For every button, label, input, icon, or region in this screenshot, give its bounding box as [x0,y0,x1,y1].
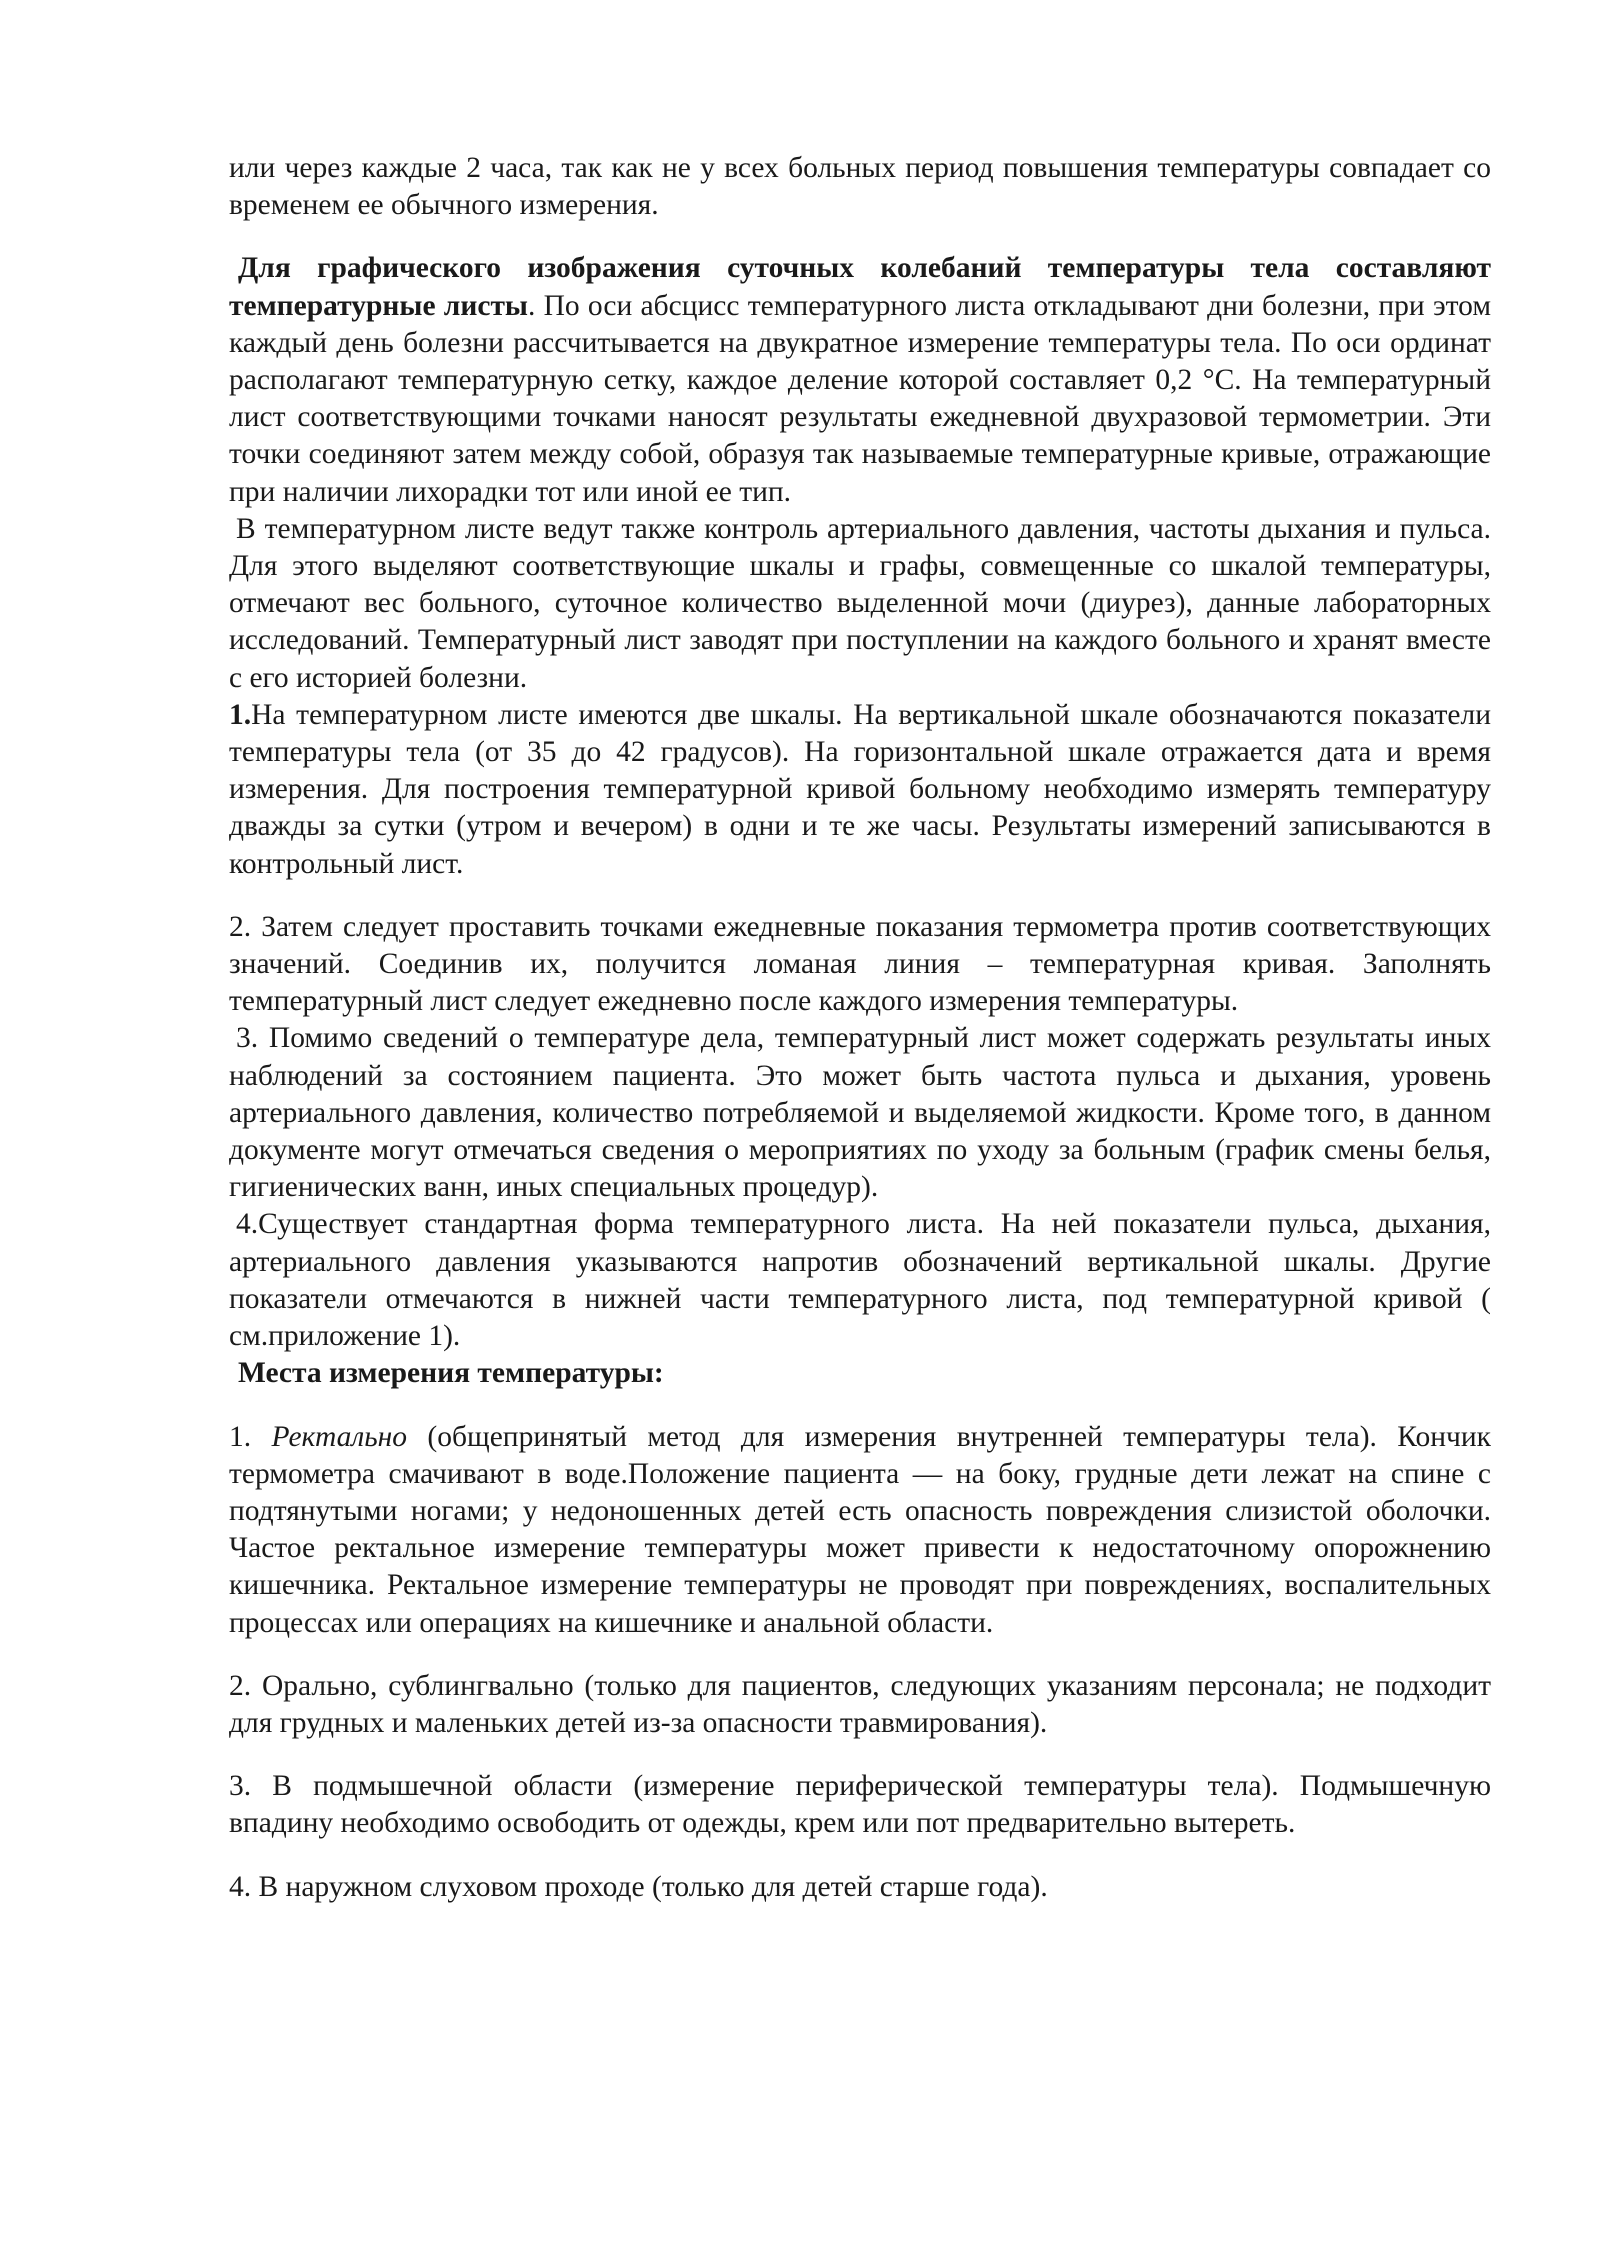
paragraph-item-4: 4.Существует стандартная форма температурного листа. На ней показатели пульса, дыхания, артериального давления указываются напротив обозначений вертикальной шкалы. Другие показатели отмечаются в нижней части температурного листа, под температурной кривой ( см.приложение 1). [229,1208,1491,1353]
list-item-rectal-text: (общепринятый метод для измерения внутренней температуры тела). Кончик термометра смачивают в воде.Положение пациента — на боку, грудные дети лежат на спине с подтянутыми ногами; у недоношенных детей есть опасность повреждения слизистой оболочки. Частое ректальное измерение температуры может привести к недостаточному опорожнению кишечника. Ректальное измерение температуры не проводят при повреждениях, воспалительных процессах или операциях на кишечнике и анальной области. [229,1420,1492,1639]
item-number-1: 1. [229,698,252,731]
list-item-axillary: 3. В подмышечной области (измерение периферической температуры тела). Подмышечную впадину необходимо освободить от одежды, крем или пот предварительно вытереть. [229,1770,1491,1840]
list-item-ear: 4. В наружном слуховом проходе (только для детей старше года). [229,1870,1048,1903]
paragraph-temperature-sheets-text: . По оси абсцисс температурного листа откладывают дни болезни, при этом каждый день болезни рассчитывается на двукратное измерение температуры тела. По оси ординат располагают температурную сетку, каждое деление которой составляет 0,2 °С. На температурный лист соответствующими точками наносят результаты ежедневной двухразовой термометрии. Эти точки соединяют затем между собой, образуя так называемые температурные кривые, отражающие при наличии лихорадки тот или иной ее тип. [229,289,1491,508]
paragraph-item-1-text: На температурном листе имеются две шкалы. На вертикальной шкале обозначаются показатели температуры тела (от 35 до 42 градусов). На горизонтальной шкале отражается дата и время измерения. Для построения температурной кривой больному необходимо измерять температуру дважды за сутки (утром и вечером) в одни и те же часы. Результаты измерений записываются в контрольный лист. [229,698,1491,880]
paragraph-control: В температурном листе ведут также контроль артериального давления, частоты дыхания и пульса. Для этого выделяют соответствующие шкалы и графы, совмещенные со шкалой температуры, отмечают вес больного, суточное количество выделенной мочи (диурез), данные лабораторных исследований. Температурный лист заводят при поступлении на каждого больного и хранят вместе с его историей болезни. [229,512,1491,694]
paragraph-item-1 [229,697,1491,883]
paragraph-temperature-sheets [229,250,1491,510]
paragraph-item-2: 2. Затем следует проставить точками ежедневные показания термометра против соответствующих значений. Соединив их, получится ломаная линия – температурная кривая. Заполнять температурный лист следует ежедневно после каждого измерения температуры. [229,910,1491,1018]
paragraph-intro: или через каждые 2 часа, так как не у всех больных период повышения температуры совпадает со временем ее обычного измерения. [229,152,1491,222]
list-item-oral: 2. Орально, сублингвально (только для пациентов, следующих указаниям персонала; не подходит для грудных и маленьких детей из-за опасности травмирования). [229,1669,1491,1739]
list-item-rectal-number: 1. [229,1420,272,1453]
document-page [229,150,1491,1906]
bold-term-temperature-sheets: Для графического изображения суточных колебаний температуры тела составляют температурные листы [229,252,1491,322]
list-item-rectal-term: Ректально [271,1420,408,1453]
paragraph-item-3: 3. Помимо сведений о температуре дела, температурный лист может содержать результаты иных наблюдений за состоянием пациента. Это может быть частота пульса и дыхания, уровень артериального давления, количество потребляемой и выделяемой жидкости. Кроме того, в данном документе могут отмечаться сведения о мероприятиях по уходу за больным (график смены белья, гигиенических ванн, иных специальных процедур). [229,1022,1491,1204]
section-heading: Места измерения температуры: [238,1357,664,1390]
list-item-rectal [229,1419,1491,1642]
